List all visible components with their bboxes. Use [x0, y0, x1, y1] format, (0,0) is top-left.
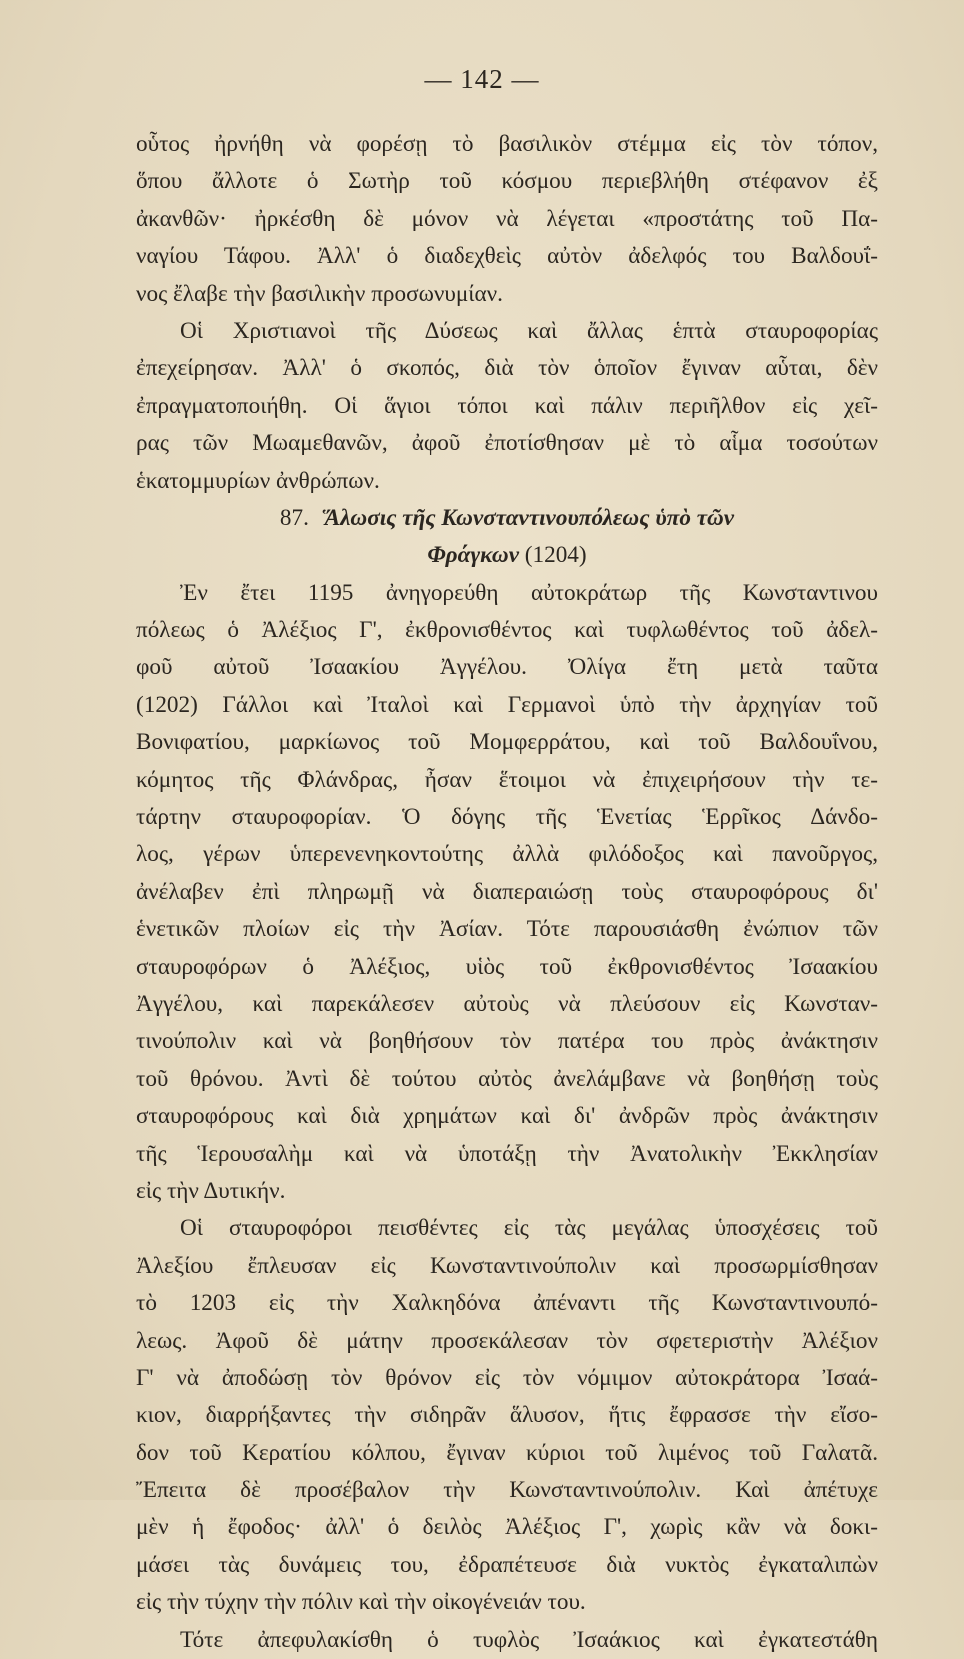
text-line: Βονιφατίου, μαρκίωνος τοῦ Μομφερράτου, καὶ τοῦ Βαλδουΐνου, [136, 729, 878, 756]
text-line: φοῦ αὐτοῦ Ἰσαακίου Ἀγγέλου. Ὀλίγα ἔτη μετὰ ταῦτα [136, 654, 878, 681]
text-line: (1202) Γάλλοι καὶ Ἰταλοὶ καὶ Γερμανοὶ ὑπὸ τὴν ἀρχηγίαν τοῦ [136, 691, 878, 718]
text-line: Οἱ σταυροφόροι πεισθέντες εἰς τὰς μεγάλας ὑποσχέσεις τοῦ [180, 1215, 878, 1242]
text-line: πόλεως ὁ Ἀλέξιος Γ', ἐκθρονισθέντος καὶ τυφλωθέντος τοῦ ἀδελ- [136, 617, 878, 644]
text-line: Ἀγγέλου, καὶ παρεκάλεσεν αὐτοὺς νὰ πλεύσουν εἰς Κωνσταν- [136, 990, 878, 1017]
text-line: μὲν ἡ ἔφοδος· ἀλλ' ὁ δειλὸς Ἀλέξιος Γ', χωρὶς κἂν νὰ δοκι- [136, 1514, 878, 1541]
text-line: ἀνέλαβεν ἐπὶ πληρωμῇ νὰ διαπεραιώσῃ τοὺς σταυροφόρους δι' [136, 878, 878, 905]
text-line: ἀκανθῶν· ἠρκέσθη δὲ μόνον νὰ λέγεται «προστάτης τοῦ Πα- [136, 205, 878, 232]
text-line: λεως. Ἀφοῦ δὲ μάτην προσεκάλεσαν τὸν σφετεριστὴν Ἀλέξιον [136, 1327, 878, 1354]
text-line: Ἐν ἔτει 1195 ἀνηγορεύθη αὐτοκράτωρ τῆς Κωνσταντινου [180, 579, 878, 606]
text-line: σταυροφόρους καὶ διὰ χρημάτων καὶ δι' ἀνδρῶν πρὸς ἀνάκτησιν [136, 1103, 878, 1130]
text-line: δον τοῦ Κερατίου κόλπου, ἔγιναν κύριοι τοῦ λιμένος τοῦ Γαλατᾶ. [136, 1439, 878, 1466]
text-line: τινούπολιν καὶ νὰ βοηθήσουν τὸν πατέρα του πρὸς ἀνάκτησιν [136, 1028, 878, 1055]
text-line: ἑκατομμυρίων ἀνθρώπων. [136, 467, 380, 494]
text-line: Γ' νὰ ἀποδώσῃ τὸν θρόνον εἰς τὸν νόμιμον αὐτοκράτορα Ἰσαά- [136, 1364, 878, 1391]
text-line: ἐπεχείρησαν. Ἀλλ' ὁ σκοπός, διὰ τὸν ὁποῖον ἔγιναν αὗται, δὲν [136, 355, 878, 382]
text-line: ὅπου ἄλλοτε ὁ Σωτὴρ τοῦ κόσμου περιεβλήθη στέφανον ἐξ [136, 168, 878, 195]
section-year: (1204) [524, 542, 587, 569]
text-line: Οἱ Χριστιανοὶ τῆς Δύσεως καὶ ἄλλας ἑπτὰ σταυροφορίας [180, 317, 878, 344]
text-line: Ἀλεξίου ἔπλευσαν εἰς Κωνσταντινούπολιν καὶ προσωρμίσθησαν [136, 1252, 878, 1279]
section-title-continued: Φράγκων [427, 542, 519, 569]
text-line: Ἔπειτα δὲ προσέβαλον τὴν Κωνσταντινούπολιν. Καὶ ἀπέτυχε [136, 1477, 878, 1504]
section-heading [136, 500, 878, 537]
text-line: ναγίου Τάφου. Ἀλλ' ὁ διαδεχθεὶς αὐτὸν ἀδελφός του Βαλδουΐ- [136, 243, 878, 270]
text-line: οὗτος ἠρνήθη νὰ φορέσῃ τὸ βασιλικὸν στέμμα εἰς τὸν τόπον, [136, 131, 878, 157]
text-line: λος, γέρων ὑπερενενηκοντούτης ἀλλὰ φιλόδοξος καὶ πανοῦργος, [136, 841, 878, 868]
text-line: τάρτην σταυροφορίαν. Ὁ δόγης τῆς Ἑνετίας Ἑρρῖκος Δάνδο- [136, 804, 878, 831]
body-text [136, 126, 878, 1659]
text-line: μάσει τὰς δυνάμεις του, ἐδραπέτευσε διὰ νυκτὸς ἐγκαταλιπὼν [136, 1551, 878, 1578]
text-line: ρας τῶν Μωαμεθανῶν, ἀφοῦ ἐποτίσθησαν μὲ τὸ αἷμα τοσούτων [136, 430, 878, 457]
section-heading-continued [136, 537, 878, 574]
text-line: ἐπραγματοποιήθη. Οἱ ἅγιοι τόποι καὶ πάλιν περιῆλθον εἰς χεῖ- [136, 392, 878, 419]
section-number: 87. [279, 504, 309, 531]
text-line: σταυροφόρων ὁ Ἀλέξιος, υἱὸς τοῦ ἐκθρονισθέντος Ἰσαακίου [136, 953, 878, 980]
text-line: νος ἔλαβε τὴν βασιλικὴν προσωνυμίαν. [136, 280, 503, 307]
text-line: τοῦ θρόνου. Ἀντὶ δὲ τούτου αὐτὸς ἀνελάμβανε νὰ βοηθήσῃ τοὺς [136, 1065, 878, 1092]
page-number: — 142 — [424, 64, 540, 94]
text-line: Τότε ἀπεφυλακίσθη ὁ τυφλὸς Ἰσαάκιος καὶ ἐγκατεστάθη [180, 1626, 878, 1653]
section-title: Ἅλωσις τῆς Κωνσταντινουπόλεως ὑπὸ τῶν [324, 504, 735, 531]
text-line: εἰς τὴν τύχην τὴν πόλιν καὶ τὴν οἰκογένειάν του. [136, 1589, 586, 1616]
text-line: τὸ 1203 εἰς τὴν Χαλκηδόνα ἀπέναντι τῆς Κωνσταντινουπό- [136, 1290, 878, 1317]
text-line: κιον, διαρρήξαντες τὴν σιδηρᾶν ἅλυσον, ἥτις ἔφρασσε τὴν εἴσο- [136, 1402, 878, 1429]
text-line: εἰς τὴν Δυτικήν. [136, 1177, 286, 1204]
text-line: τῆς Ἱερουσαλὴμ καὶ νὰ ὑποτάξῃ τὴν Ἀνατολικὴν Ἐκκλησίαν [136, 1140, 878, 1167]
text-line: ἑνετικῶν πλοίων εἰς τὴν Ἀσίαν. Τότε παρουσιάσθη ἐνώπιον τῶν [136, 916, 878, 943]
text-line: κόμητος τῆς Φλάνδρας, ἦσαν ἕτοιμοι νὰ ἐπιχειρήσουν τὴν τε- [136, 766, 878, 793]
